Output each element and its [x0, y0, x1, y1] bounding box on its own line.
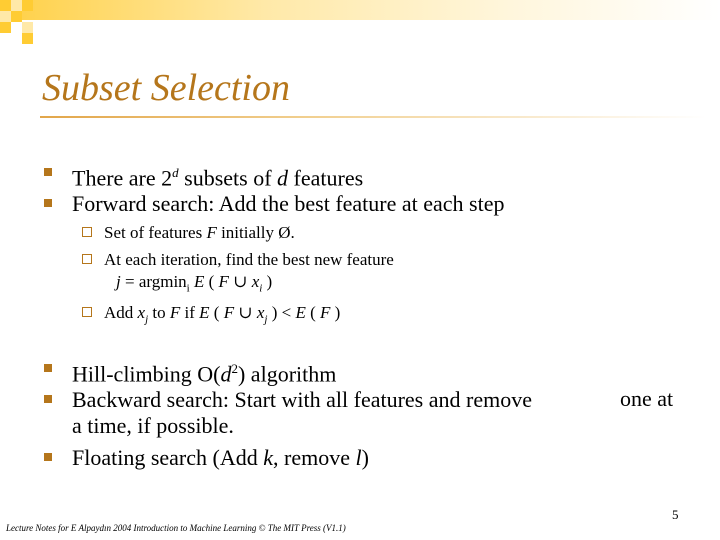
corner-square	[22, 22, 33, 33]
hollow-square-icon	[82, 254, 92, 264]
corner-square	[22, 0, 33, 11]
argmin-formula: j = argmin$_i$ E ( F ∪ $x_i$ )	[116, 272, 273, 295]
hollow-square-icon	[82, 227, 92, 237]
hollow-square-icon	[82, 307, 92, 317]
bullet-backward-search-continuation: one at	[620, 386, 674, 411]
header-gradient-band	[20, 0, 720, 20]
bullet-square-icon	[44, 395, 52, 403]
corner-square	[11, 0, 22, 11]
footer-credit: Lecture Notes for E Alpaydın 2004 Introduction to Machine Learning © The MIT Press (V1.1)	[6, 523, 346, 533]
corner-square	[0, 11, 11, 22]
bullet-square-icon	[44, 453, 52, 461]
bullet-square-icon	[44, 168, 52, 176]
bullet-square-icon	[44, 364, 52, 372]
corner-square	[11, 11, 22, 22]
slide-title: Subset Selection	[42, 67, 290, 109]
page-number: 5	[672, 507, 679, 522]
corner-square	[0, 0, 11, 11]
bullet-square-icon	[44, 199, 52, 207]
corner-square	[0, 22, 11, 33]
corner-square	[22, 33, 33, 44]
title-underline	[40, 116, 706, 118]
